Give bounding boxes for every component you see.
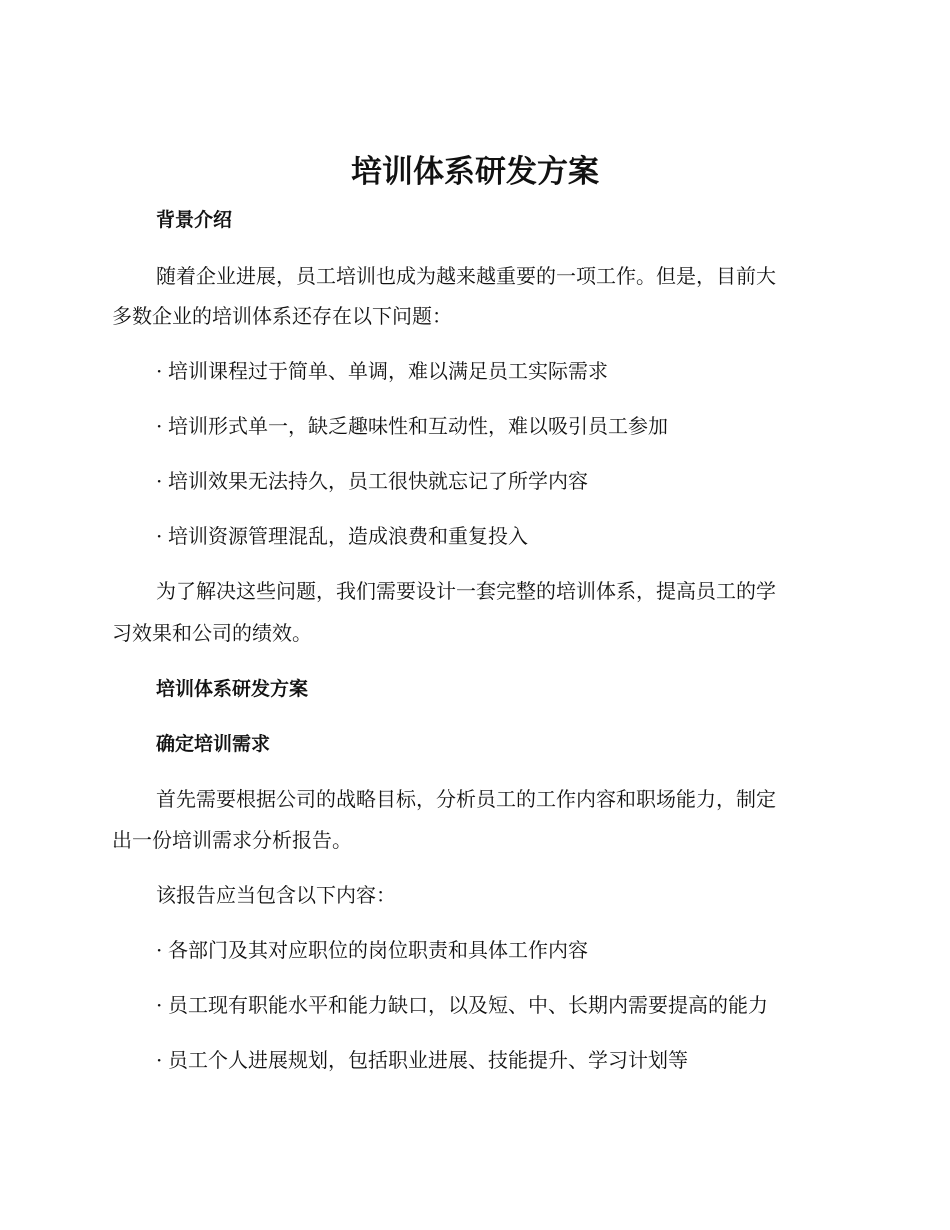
- paragraph-line: 首先需要根据公司的战略目标，分析员工的工作内容和职场能力，制定: [156, 787, 776, 811]
- list-item: [156, 467, 588, 495]
- bullet-dot: ·: [156, 993, 163, 1017]
- bullet-dot: ·: [156, 938, 163, 962]
- bullet-dot: ·: [156, 524, 163, 548]
- list-item: [156, 522, 528, 550]
- bullet-dot: ·: [156, 359, 163, 383]
- list-item-text: 员工现有职能水平和能力缺口，以及短、中、长期内需要提高的能力: [168, 993, 768, 1017]
- list-item: [156, 991, 768, 1019]
- list-item-text: 培训形式单一，缺乏趣味性和互动性，难以吸引员工参加: [168, 414, 668, 438]
- list-item-text: 培训效果无法持久，员工很快就忘记了所学内容: [168, 469, 588, 493]
- bullet-dot: ·: [156, 414, 163, 438]
- paragraph-line: 随着企业进展，员工培训也成为越来越重要的一项工作。但是，目前大: [156, 264, 776, 288]
- list-item-text: 培训课程过于简单、单调，难以满足员工实际需求: [168, 359, 608, 383]
- list-item: [156, 412, 668, 440]
- list-item: [156, 936, 588, 964]
- paragraph-line: 习效果和公司的绩效。: [112, 621, 312, 645]
- document-title: 培训体系研发方案: [351, 154, 599, 190]
- list-item-text: 员工个人进展规划，包括职业进展、技能提升、学习计划等: [168, 1048, 688, 1072]
- bullet-dot: ·: [156, 469, 163, 493]
- paragraph-line: 多数企业的培训体系还存在以下问题：: [112, 304, 452, 328]
- paragraph-line: 为了解决这些问题，我们需要设计一套完整的培训体系，提高员工的学: [156, 579, 776, 603]
- list-item-text: 培训资源管理混乱，造成浪费和重复投入: [168, 524, 528, 548]
- bullet-dot: ·: [156, 1048, 163, 1072]
- list-item-text: 各部门及其对应职位的岗位职责和具体工作内容: [168, 938, 588, 962]
- paragraph-line: 出一份培训需求分析报告。: [112, 828, 352, 852]
- section-heading-plan: 培训体系研发方案: [156, 678, 309, 700]
- paragraph-line: 该报告应当包含以下内容：: [156, 883, 396, 907]
- list-item: [156, 357, 608, 385]
- subsection-heading-needs: 确定培训需求: [156, 733, 271, 755]
- list-item: [156, 1046, 688, 1074]
- section-heading-background: 背景介绍: [156, 209, 233, 231]
